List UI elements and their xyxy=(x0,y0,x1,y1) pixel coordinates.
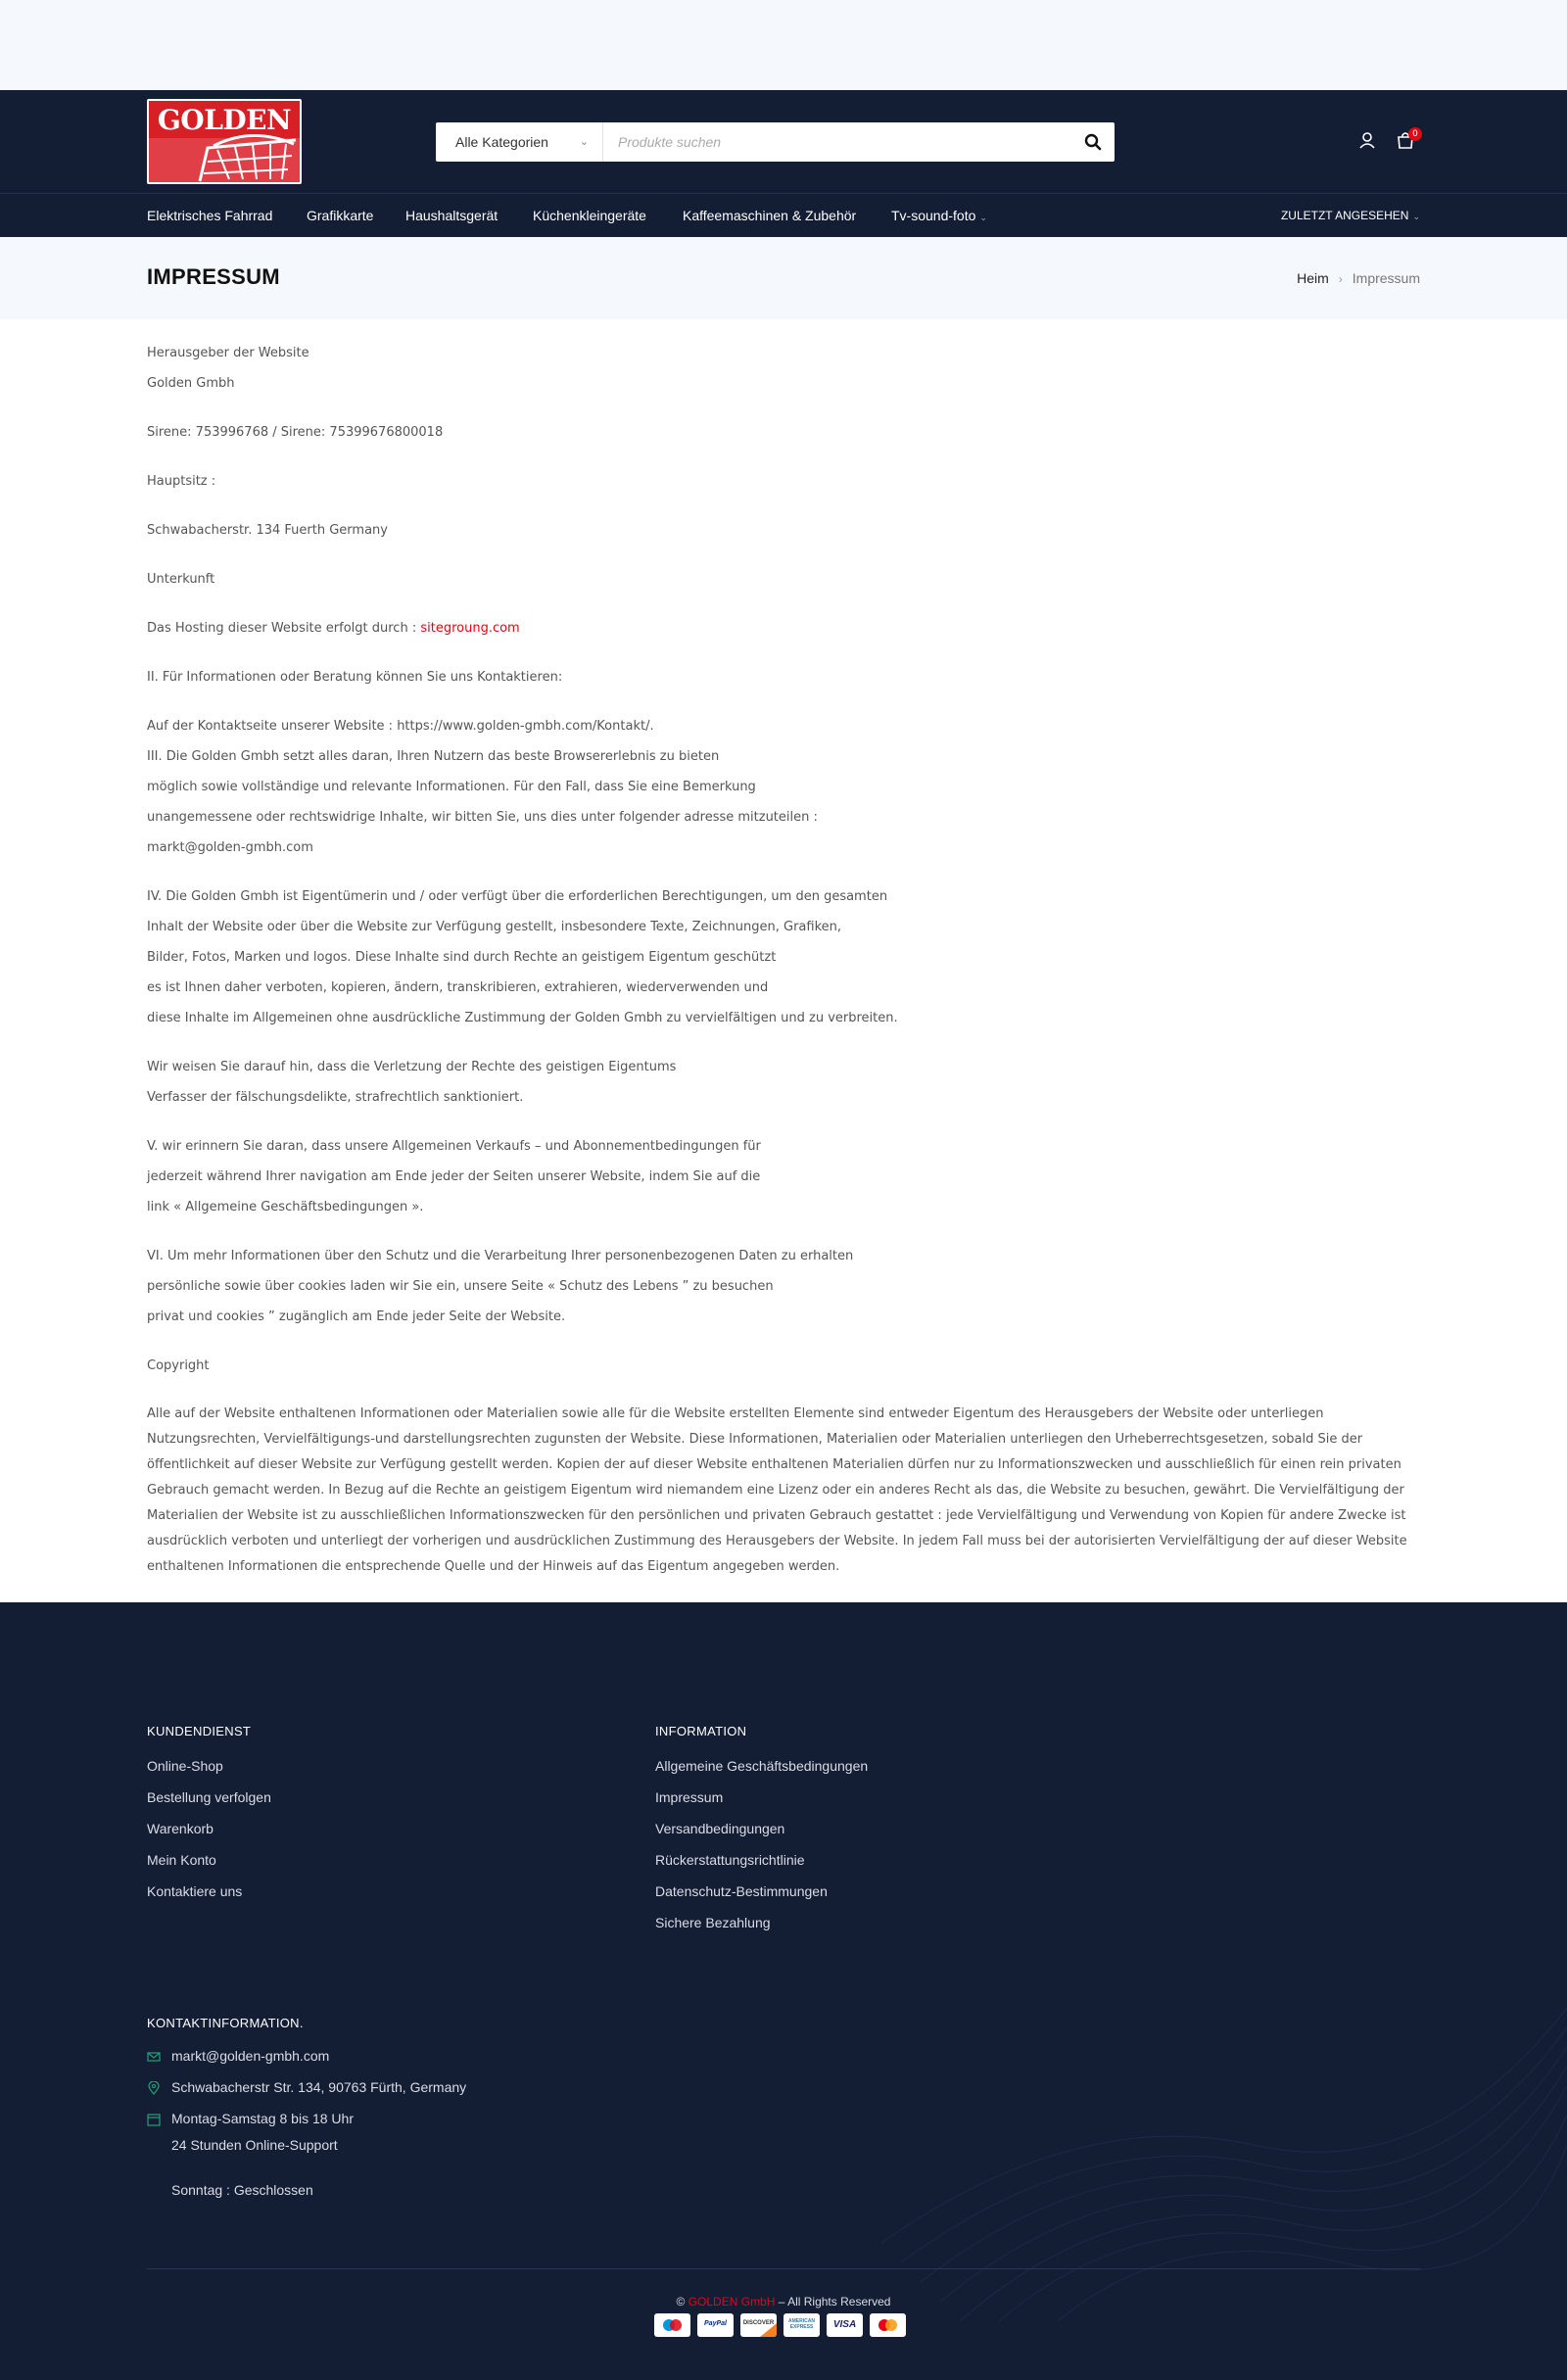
contact-email[interactable]: markt@golden-gmbh.com xyxy=(171,2048,330,2064)
chevron-down-icon: ⌄ xyxy=(979,213,987,222)
chevron-down-icon: ⌄ xyxy=(1412,212,1420,221)
footer-link-contact[interactable]: Kontaktiere uns xyxy=(147,1883,243,1899)
section-4-line: es ist Ihnen daher verboten, kopieren, ändern, transkribieren, extrahieren, wiederverwenden und xyxy=(147,980,769,995)
company-name: Golden Gmbh xyxy=(147,376,235,391)
contact-hours: Montag-Samstag 8 bis 18 Uhr xyxy=(171,2111,354,2126)
section-4-line: diese Inhalte im Allgemeinen ohne ausdrückliche Zustimmung der Golden Gmbh zu vervielfältigen und zu verbreiten. xyxy=(147,1011,898,1025)
impressum-content xyxy=(147,338,1420,1580)
map-pin-icon xyxy=(147,2081,161,2095)
breadcrumb-current: Impressum xyxy=(1352,270,1420,286)
footer-information-title: INFORMATION xyxy=(655,1724,747,1738)
nav-item-tv-sound-foto-label: Tv-sound-foto xyxy=(891,208,976,223)
copyright-prefix: © xyxy=(676,2295,689,2309)
section-4-line: Inhalt der Website oder über die Website zur Verfügung gestellt, insbesondere Texte, Zeichnungen, Grafiken, xyxy=(147,920,842,934)
footer xyxy=(0,1602,1567,2380)
section-6-line: privat und cookies ” zugänglich am Ende jeder Seite der Website. xyxy=(147,1309,566,1324)
chevron-down-icon: ⌄ xyxy=(579,136,589,148)
footer-divider xyxy=(147,2268,1420,2269)
section-3-line: möglich sowie vollständige und relevante Informationen. Für den Fall, dass Sie eine Bemerkung xyxy=(147,780,756,794)
section-6-line: persönliche sowie über cookies laden wir Sie ein, unsere Seite « Schutz des Lebens ” zu besuchen xyxy=(147,1279,774,1294)
contact-address-row xyxy=(147,2079,735,2111)
recently-viewed-dropdown[interactable] xyxy=(1281,194,1420,238)
contact-address: Schwabacherstr Str. 134, 90763 Fürth, Germany xyxy=(171,2079,467,2095)
section-5-line: V. wir erinnern Sie daran, dass unsere Allgemeinen Verkaufs – und Abonnementbedingungen für xyxy=(147,1139,761,1154)
envelope-icon xyxy=(147,2050,161,2064)
user-account-icon[interactable] xyxy=(1356,129,1378,151)
footer-link-online-shop[interactable]: Online-Shop xyxy=(147,1758,223,1774)
contact-support: 24 Stunden Online-Support xyxy=(171,2137,338,2153)
site-logo[interactable] xyxy=(147,99,302,184)
hosting-label: Unterkunft xyxy=(147,572,215,587)
footer-link-refund[interactable]: Rückerstattungsrichtlinie xyxy=(655,1852,805,1868)
recently-viewed-label: ZULETZT ANGESEHEN xyxy=(1280,209,1409,222)
search-icon[interactable] xyxy=(1083,132,1103,152)
copyright-label: Copyright xyxy=(147,1358,210,1373)
mastercard-icon xyxy=(870,2313,906,2337)
section-4b-line: Wir weisen Sie darauf hin, dass die Verletzung der Rechte des geistigen Eigentums xyxy=(147,1060,677,1074)
copyright-text: Alle auf der Website enthaltenen Informationen oder Materialien sowie alle für die Website erstellten Elemente sind entweder Eigentum des Herausgebers der Website oder unterliegen Nutzungsrechten, Vervielfältigungs-und darstellungsrechten zugunsten der Website. Diese Informationen, Materialien oder Materialien unterliegen den Urheberrechtsgesetzen, sobald Sie der öffentlichkeit auf dieser Website zur Verfügung gestellt werden. Kopien der auf dieser Website enthaltenen Materialien dürfen nur zu Informationszwecken und ausschließlich für einen rein privaten Gebrauch gemacht werden. In Bezug auf die Rechte an geistigem Eigentum wird niemandem eine Lizenz oder ein anderes Recht als das, die Website zu besuchen, gewährt. Die Vervielfältigung der Materialien der Website ist zu ausschließlichen Informationszwecken für den persönlichen und privaten Gebrauch gestattet : jede Vervielfältigung und Verwendung von Kopien für andere Zwecke ist ausdrücklich verboten und unterliegt der vorherigen und ausdrücklichen Zustimmung des Herausgebers der Website. In jedem Fall muss bei der autorisierten Vervielfältigung der auf dieser Website enthaltenen Informationen die entsprechende Quelle und der Hinweis auf das Eigentum angegeben werden. xyxy=(147,1406,1407,1574)
amex-icon: AMERICAN EXPRESS xyxy=(784,2313,820,2337)
section-4-line: Bilder, Fotos, Marken und logos. Diese Inhalte sind durch Rechte an geistigem Eigentum geschützt xyxy=(147,950,777,965)
top-strip xyxy=(0,0,1567,90)
section-4b-line: Verfasser der fälschungsdelikte, strafrechtlich sanktioniert. xyxy=(147,1090,524,1105)
main-nav xyxy=(0,193,1567,237)
nav-item-haushaltsgeraet[interactable]: Haushaltsgerät xyxy=(405,208,499,223)
copyright-brand[interactable]: GOLDEN GmbH xyxy=(688,2295,776,2309)
maestro-icon xyxy=(654,2313,690,2337)
footer-kundendienst xyxy=(147,1724,271,1913)
footer-link-secure-payment[interactable]: Sichere Bezahlung xyxy=(655,1915,771,1930)
hosting-provider-link[interactable]: sitegroung.com xyxy=(420,621,520,636)
sirene-number: Sirene: 753996768 / Sirene: 75399676800018 xyxy=(147,425,444,440)
visa-icon: VISA xyxy=(827,2313,863,2337)
publisher-label: Herausgeber der Website xyxy=(147,346,309,360)
hosting-text-prefix: Das Hosting dieser Website erfolgt durch : xyxy=(147,621,421,636)
section-6-line: VI. Um mehr Informationen über den Schutz und die Verarbeitung Ihrer personenbezogenen Daten zu erhalten xyxy=(147,1249,854,1263)
breadcrumb xyxy=(1297,270,1420,286)
footer-link-shipping[interactable]: Versandbedingungen xyxy=(655,1821,785,1836)
footer-link-cart[interactable]: Warenkorb xyxy=(147,1821,214,1836)
contact-email-row xyxy=(147,2048,735,2079)
contact-hours-row xyxy=(147,2111,735,2198)
category-select[interactable] xyxy=(436,122,603,162)
section-4-line: IV. Die Golden Gmbh ist Eigentümerin und / oder verfügt über die erforderlichen Berechtigungen, um den gesamten xyxy=(147,889,888,904)
section-3-line: Auf der Kontaktseite unserer Website : https://www.golden-gmbh.com/Kontakt/. xyxy=(147,719,654,734)
search-input[interactable] xyxy=(604,122,1065,162)
nav-item-kuechenkleingeraete[interactable]: Küchenkleingeräte xyxy=(533,208,646,223)
cart-count-badge: 0 xyxy=(1408,127,1422,141)
footer-wave-decoration xyxy=(881,1890,1567,2321)
category-select-value: Alle Kategorien xyxy=(455,134,548,150)
footer-link-account[interactable]: Mein Konto xyxy=(147,1852,216,1868)
paypal-icon: PayPal xyxy=(697,2313,734,2337)
footer-kundendienst-title: KUNDENDIENST xyxy=(147,1724,252,1738)
nav-item-elektrisches-fahrrad[interactable]: Elektrisches Fahrrad xyxy=(147,208,273,223)
section-3-line: unangemessene oder rechtswidrige Inhalte, wir bitten Sie, uns dies unter folgender adresse mitzuteilen : xyxy=(147,810,818,825)
section-3-line: III. Die Golden Gmbh setzt alles daran, Ihren Nutzern das beste Browsererlebnis zu bieten xyxy=(147,749,720,764)
copyright-bar xyxy=(0,2295,1567,2309)
copyright-suffix: – All Rights Reserved xyxy=(775,2295,891,2309)
footer-information xyxy=(655,1724,868,1944)
section-2: II. Für Informationen oder Beratung können Sie uns Kontaktieren: xyxy=(147,670,563,685)
hq-address: Schwabacherstr. 134 Fuerth Germany xyxy=(147,523,388,538)
nav-item-grafikkarte[interactable]: Grafikkarte xyxy=(307,208,374,223)
discover-icon: DISCOVER xyxy=(740,2313,777,2337)
search-bar xyxy=(436,122,1115,162)
header xyxy=(0,90,1567,193)
contact-sunday: Sonntag : Geschlossen xyxy=(171,2182,313,2198)
footer-link-track-order[interactable]: Bestellung verfolgen xyxy=(147,1789,271,1805)
nav-item-tv-sound-foto[interactable] xyxy=(891,194,987,238)
section-3-email: markt@golden-gmbh.com xyxy=(147,840,313,855)
hosting-text xyxy=(147,613,1420,643)
logo-text: GOLDEN xyxy=(157,104,292,136)
footer-link-impressum[interactable]: Impressum xyxy=(655,1789,724,1805)
hq-label: Hauptsitz : xyxy=(147,474,216,489)
breadcrumb-separator-icon: › xyxy=(1338,272,1343,286)
calendar-icon xyxy=(147,2113,161,2126)
nav-item-kaffeemaschinen[interactable]: Kaffeemaschinen & Zubehör xyxy=(683,208,857,223)
section-5-line: link « Allgemeine Geschäftsbedingungen ». xyxy=(147,1200,424,1214)
footer-contact-title: KONTAKTINFORMATION. xyxy=(147,2016,304,2030)
page-title-bar xyxy=(0,237,1567,319)
page-title: IMPRESSUM xyxy=(147,264,280,289)
footer-contact xyxy=(147,2016,735,2198)
footer-link-terms[interactable]: Allgemeine Geschäftsbedingungen xyxy=(655,1758,869,1774)
footer-link-privacy[interactable]: Datenschutz-Bestimmungen xyxy=(655,1883,828,1899)
section-5-line: jederzeit während Ihrer navigation am Ende jeder der Seiten unserer Website, indem Sie auf die xyxy=(147,1169,761,1184)
breadcrumb-home-link[interactable]: Heim xyxy=(1297,270,1329,286)
